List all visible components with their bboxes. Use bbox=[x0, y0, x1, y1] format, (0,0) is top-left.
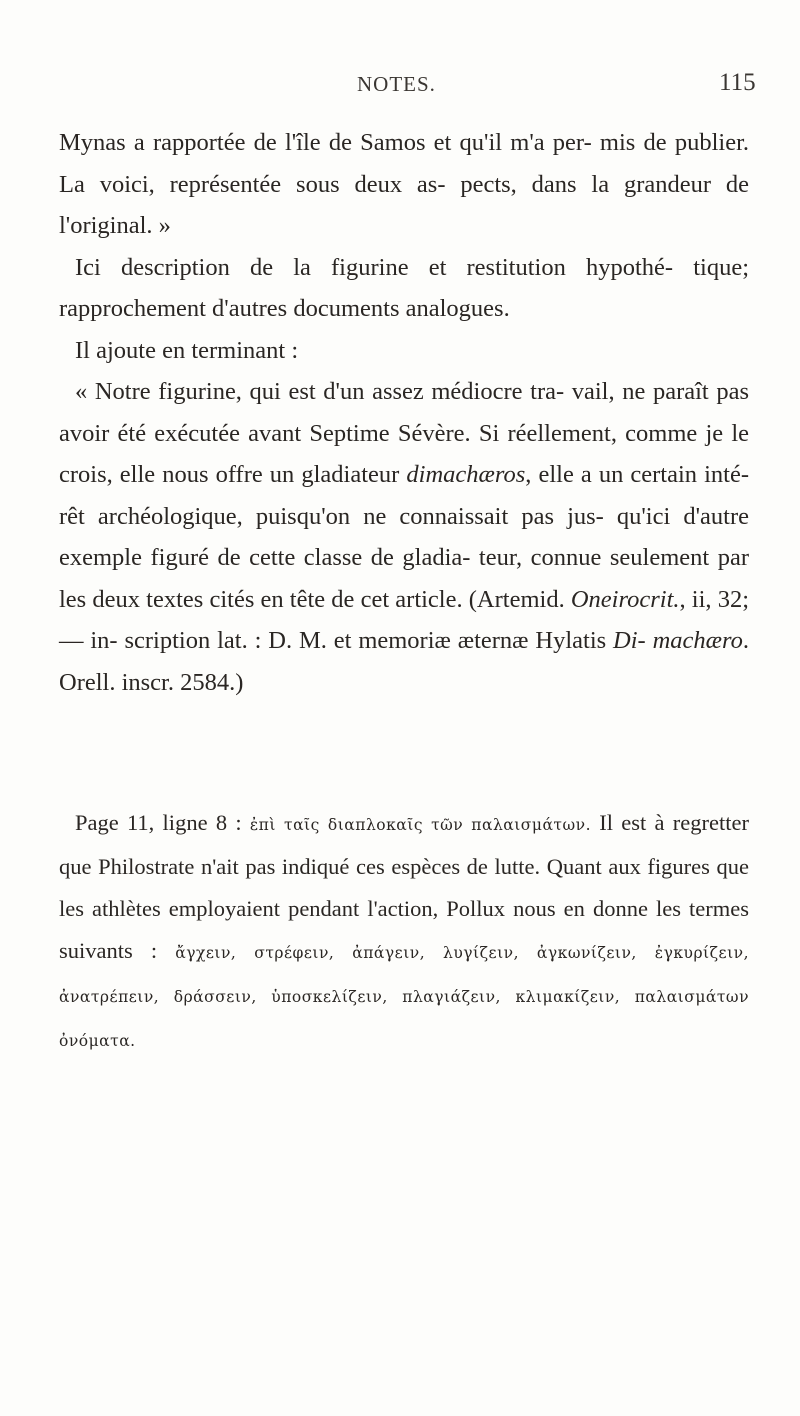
note-paragraph bbox=[59, 802, 749, 1062]
paragraph: Ici description de la figurine et restitution hypothé- tique; rapprochement d'autres documents analogues. bbox=[59, 253, 749, 322]
paragraph: Il ajoute en terminant : bbox=[75, 336, 299, 364]
note-body: Il est à regretter que Philostrate n'ait pas indiqué ces espèces de lutte. Quant aux figures que les athlètes employaient pendant l'action, Pollux nous en donne les termes suivants : bbox=[59, 810, 749, 963]
italic-term: Di- machæro bbox=[613, 627, 743, 654]
greek-phrase: ἐπὶ ταῖς διαπλοκαῖς τῶν παλαισμάτων. bbox=[249, 816, 591, 834]
page-number: 115 bbox=[719, 69, 756, 96]
text-run: , ii, 32; — in- scription lat. : D. M. et memoriæ æternæ Hylatis bbox=[59, 585, 749, 654]
paragraph: Mynas a rapportée de l'île de Samos et qu'il m'a per- mis de publier. La voici, représentée sous deux as- pects, dans la grandeur de l'original. » bbox=[59, 129, 749, 239]
text-run: , elle a un certain inté- rêt archéologique, puisqu'on ne connaissait pas jus- qu'ici d'autre exemple figuré de cette classe de gladia- teur, connue seulement par les deux textes cités en tête de cet article. (Artemid. bbox=[59, 461, 749, 613]
note-lead: Page 11, ligne 8 : bbox=[75, 810, 250, 835]
greek-terms: ἄγχειν, στρέφειν, ἀπάγειν, λυγίζειν, ἀγκωνίζειν, ἐγκυρίζειν, ἀνατρέπειν, δράσσειν, ὑποσκελίζειν, πλαγιάζειν, κλιμακίζειν, παλαισμάτων ὀνόματα. bbox=[59, 944, 749, 1050]
text-run: « Notre figurine, qui est d'un assez médiocre tra- vail, ne paraît pas avoir été exécutée avant Septime Sévère. Si réellement, comme je le crois, elle nous offre un gladiateur bbox=[59, 378, 749, 488]
main-text bbox=[59, 122, 749, 703]
text-run: . Orell. inscr. 2584.) bbox=[59, 627, 749, 696]
running-head: NOTES. bbox=[357, 72, 436, 96]
page-header bbox=[0, 69, 800, 102]
italic-term: dimachæros bbox=[406, 461, 526, 488]
italic-term: Oneirocrit. bbox=[570, 585, 680, 613]
paragraph bbox=[59, 371, 749, 703]
note-block bbox=[59, 802, 749, 1062]
